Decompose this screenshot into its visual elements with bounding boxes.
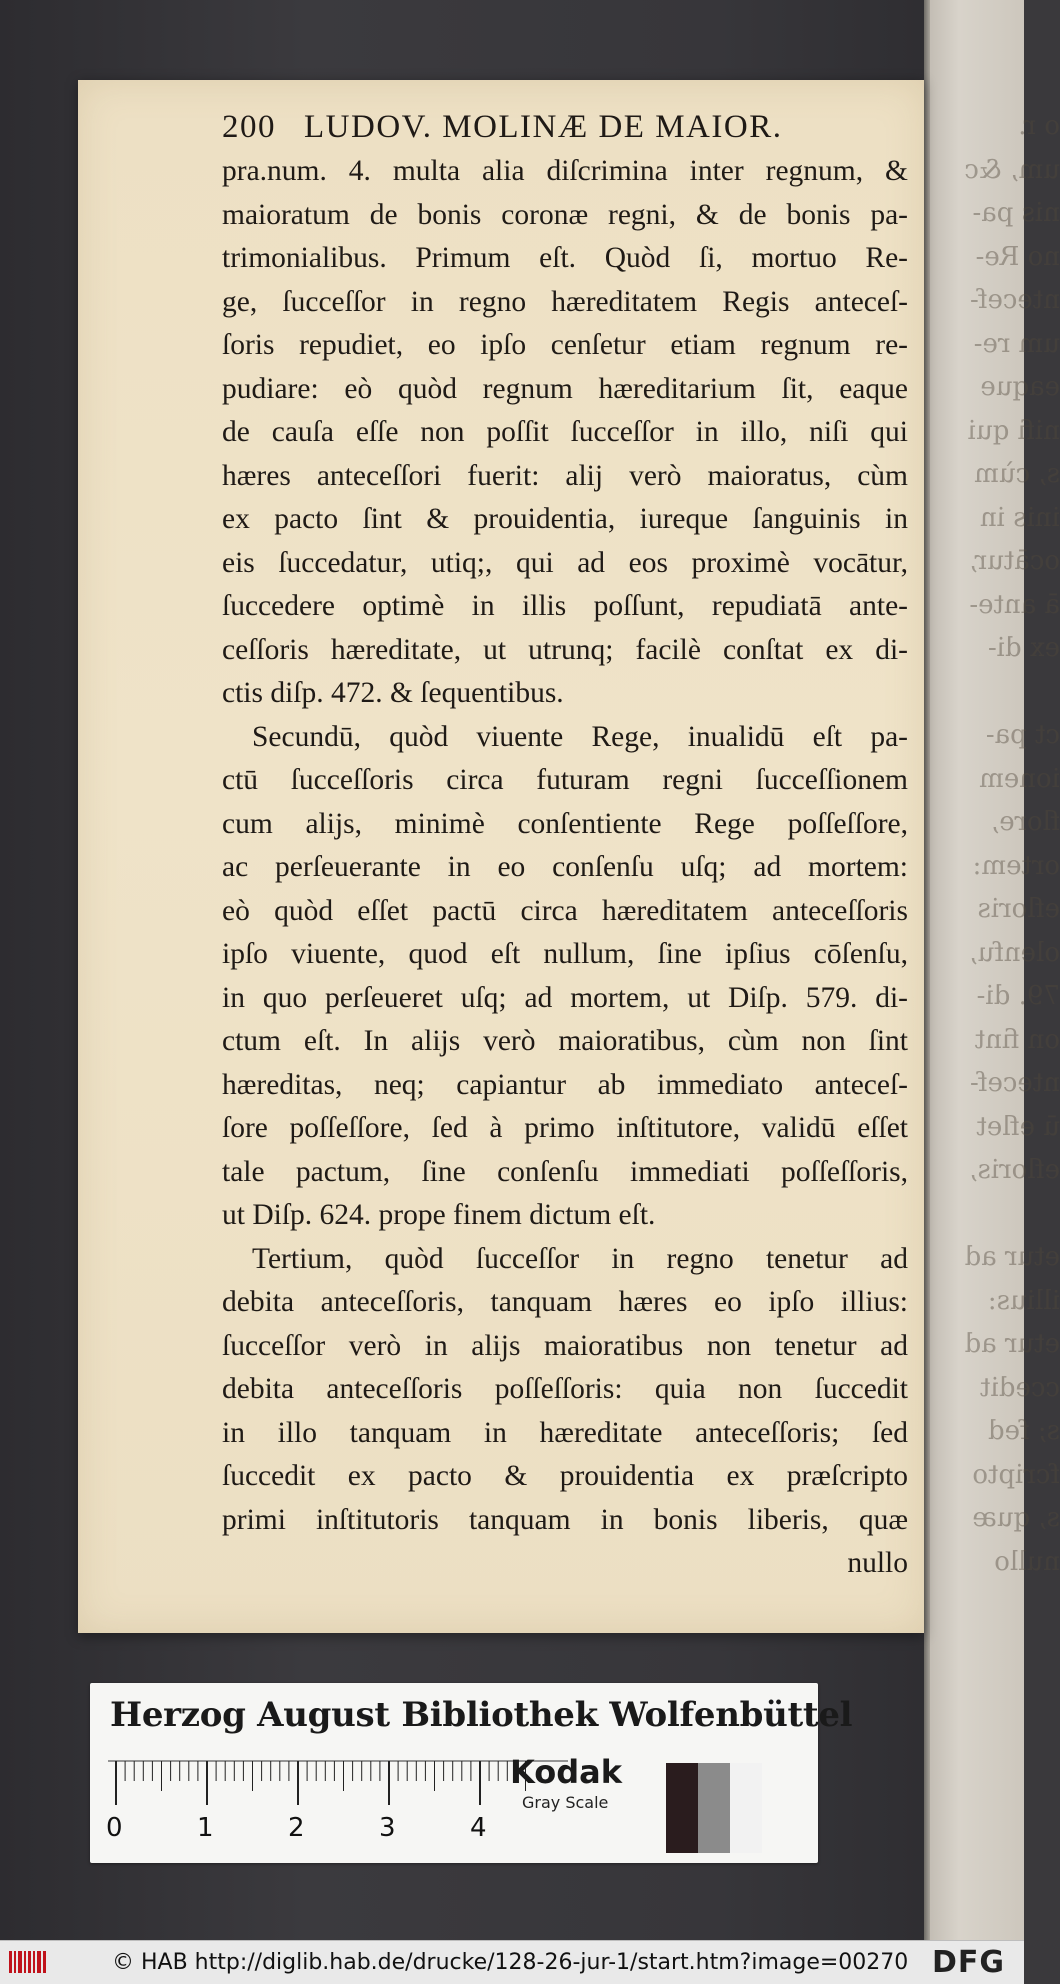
text-line: in illo tanquam in hæreditate anteceſſoris; ſed	[222, 1416, 908, 1449]
facing-page	[924, 0, 1060, 1940]
running-title: LUDOV. MOLINÆ DE MAIOR.	[304, 109, 783, 145]
gray-scale-patches	[666, 1763, 762, 1853]
color-calibration-card	[90, 1683, 853, 1863]
gray-patch-dark	[666, 1763, 698, 1853]
text-line: ctum eſt. In alijs verò maioratibus, cùm non ſint	[222, 1025, 908, 1057]
bleed-line: s, quæ	[972, 1503, 1060, 1533]
dfg-logo: DFG	[932, 1945, 1006, 1980]
text-line: debita anteceſſoris, tanquam hæres eo ipſo illius:	[222, 1286, 908, 1318]
text-line: trimonialibus. Primum eſt. Quòd ſi, mortuo Re-	[222, 242, 908, 274]
text-line: ctis diſp. 472. & ſequentibus.	[222, 677, 564, 709]
bleed-line: s, cùm	[974, 459, 1060, 489]
text-line: ut Diſp. 624. prope finem dictum eſt.	[222, 1199, 656, 1231]
text-line: eò quòd eſſet pactū circa hæreditatem anteceſſoris	[222, 894, 908, 927]
bleed-line: nis pa-	[972, 198, 1060, 228]
copyright-url[interactable]: © HAB http://diglib.hab.de/drucke/128-26-jur-1/start.htm?image=00270	[112, 1950, 909, 1975]
bleed-line: ex di-	[987, 633, 1060, 663]
library-name: Herzog August Bibliothek Wolfenbüttel	[110, 1695, 853, 1735]
bleed-line: nifi qui	[967, 415, 1060, 446]
bleed-line: o r.	[1018, 111, 1060, 141]
bleed-line: ntecef-	[969, 1068, 1060, 1098]
catchword: nullo	[847, 1547, 908, 1579]
text-line: ſuccedit ex pacto & prouidentia ex præſcripto	[222, 1460, 908, 1492]
page-number: 200	[222, 109, 276, 145]
text-line: ſucceſſor verò in alijs maioratibus non tenetur ad	[222, 1329, 908, 1362]
text-line: ipſo viuente, quod eſt nullum, ſine ipſius cōſenſu,	[222, 938, 908, 970]
text-line: de cauſa eſſe non poſſit ſucceſſor in illo, niſi qui	[222, 416, 908, 448]
text-line: tale pactum, ſine conſenſu immediati poſſeſſoris,	[222, 1155, 908, 1188]
kodak-logo: Kodak	[510, 1753, 622, 1791]
bleed-line: ntecef-	[969, 285, 1060, 315]
text-line: ctū ſucceſſoris circa futuram regni ſucceſſionem	[222, 764, 908, 796]
text-line: ſoris repudiet, eo ipſo cenſetur etiam regnum re-	[222, 329, 908, 361]
bleed-line: um, &c	[964, 154, 1060, 185]
bleed-line: illius:	[987, 1285, 1060, 1316]
bleed-line: etur ad	[964, 1242, 1060, 1272]
bleed-line: on fint	[974, 1024, 1060, 1055]
gray-patch-mid	[698, 1763, 730, 1853]
ruler-number: 1	[197, 1813, 214, 1843]
footer-bar	[0, 1940, 1024, 1984]
text-line: ſuccedere optimè in illis poſſunt, repudiatā ante-	[222, 590, 908, 622]
bleed-line: 79. di-	[976, 981, 1060, 1011]
bleed-line: no Re-	[975, 241, 1060, 272]
bleed-line: ocātur,	[969, 546, 1060, 576]
text-line: hæres anteceſſori fuerit: alij verò maioratus, cùm	[222, 459, 908, 492]
page-fold	[924, 0, 930, 1940]
running-header	[222, 104, 908, 150]
text-line: hæreditas, neq; capiantur ab immediato anteceſ-	[222, 1068, 908, 1101]
text-line: cum alijs, minimè conſentiente Rege poſſeſſore,	[222, 807, 908, 840]
bleed-line: etur ad	[964, 1329, 1060, 1359]
body-paragraphs	[222, 150, 908, 1542]
bleed-line: ct pa-	[985, 720, 1060, 750]
bleed-line: ccedit	[980, 1372, 1060, 1403]
bleed-line: efloris,	[969, 1155, 1060, 1185]
text-line: debita anteceſſoris poſſeſſoris: quia non ſuccedit	[222, 1373, 908, 1405]
text-line: pudiare: eò quòd regnum hæreditarium ſit, eaque	[222, 372, 908, 405]
text-line: Tertium, quòd ſucceſſor in regno tenetur ad	[252, 1242, 908, 1275]
text-line: maioratum de bonis coronæ regni, & de bonis pa-	[222, 198, 908, 231]
text-line: ceſſoris hæreditate, ut utrunq; facilè conſtat ex di-	[222, 633, 908, 666]
page-text	[222, 104, 908, 1586]
ruler-numbers	[100, 1813, 570, 1853]
ruler-number: 0	[106, 1813, 123, 1843]
bleed-line: eaque	[980, 372, 1060, 402]
ruler	[108, 1759, 568, 1809]
bleed-line: ionem	[979, 763, 1060, 794]
bleed-line: nullo	[994, 1546, 1060, 1577]
text-line: eis ſuccedatur, utiq;, qui ad eos proximè vocātur,	[222, 546, 908, 579]
text-line: primi inſtitutoris tanquam in bonis liberis, quæ	[222, 1503, 908, 1536]
text-line: Secundū, quòd viuente Rege, inualidū eſt pa-	[252, 720, 908, 753]
text-line: ex pacto ſint & prouidentia, iureque ſanguinis in	[222, 503, 908, 535]
hab-barcode-icon	[8, 1949, 48, 1975]
bleed-line: efloris	[977, 894, 1060, 924]
ruler-number: 2	[288, 1813, 305, 1843]
bleed-line: ū eflet	[976, 1111, 1060, 1142]
text-line: ſore poſſeſſore, ſed à primo inſtitutore, validū eſſet	[222, 1112, 908, 1144]
bleed-line: olenfu,	[969, 937, 1060, 968]
ruler-number: 4	[470, 1813, 487, 1843]
bleed-line: fcripto	[972, 1459, 1060, 1490]
gray-scale-label: Gray Scale	[522, 1793, 609, 1812]
text-line: ac perſeuerante in eo conſenſu uſq; ad mortem:	[222, 851, 908, 883]
bleed-line: s; fed	[987, 1416, 1060, 1446]
text-line: pra.num. 4. multa alia diſcrimina inter regnum, &	[222, 155, 908, 187]
bleed-line: ā ante-	[969, 589, 1060, 620]
text-line: ge, ſucceſſor in regno hæreditatem Regis anteceſ-	[222, 285, 908, 318]
ruler-number: 3	[379, 1813, 396, 1843]
bleed-line: flore,	[990, 807, 1060, 837]
text-line: in quo perſeueret uſq; ad mortem, ut Diſp. 579. di-	[222, 981, 908, 1014]
gray-patch-light	[730, 1763, 762, 1853]
bleed-line: um re-	[973, 328, 1060, 359]
bleed-line: ortem:	[972, 850, 1060, 881]
bleed-line: inis in	[979, 502, 1060, 533]
